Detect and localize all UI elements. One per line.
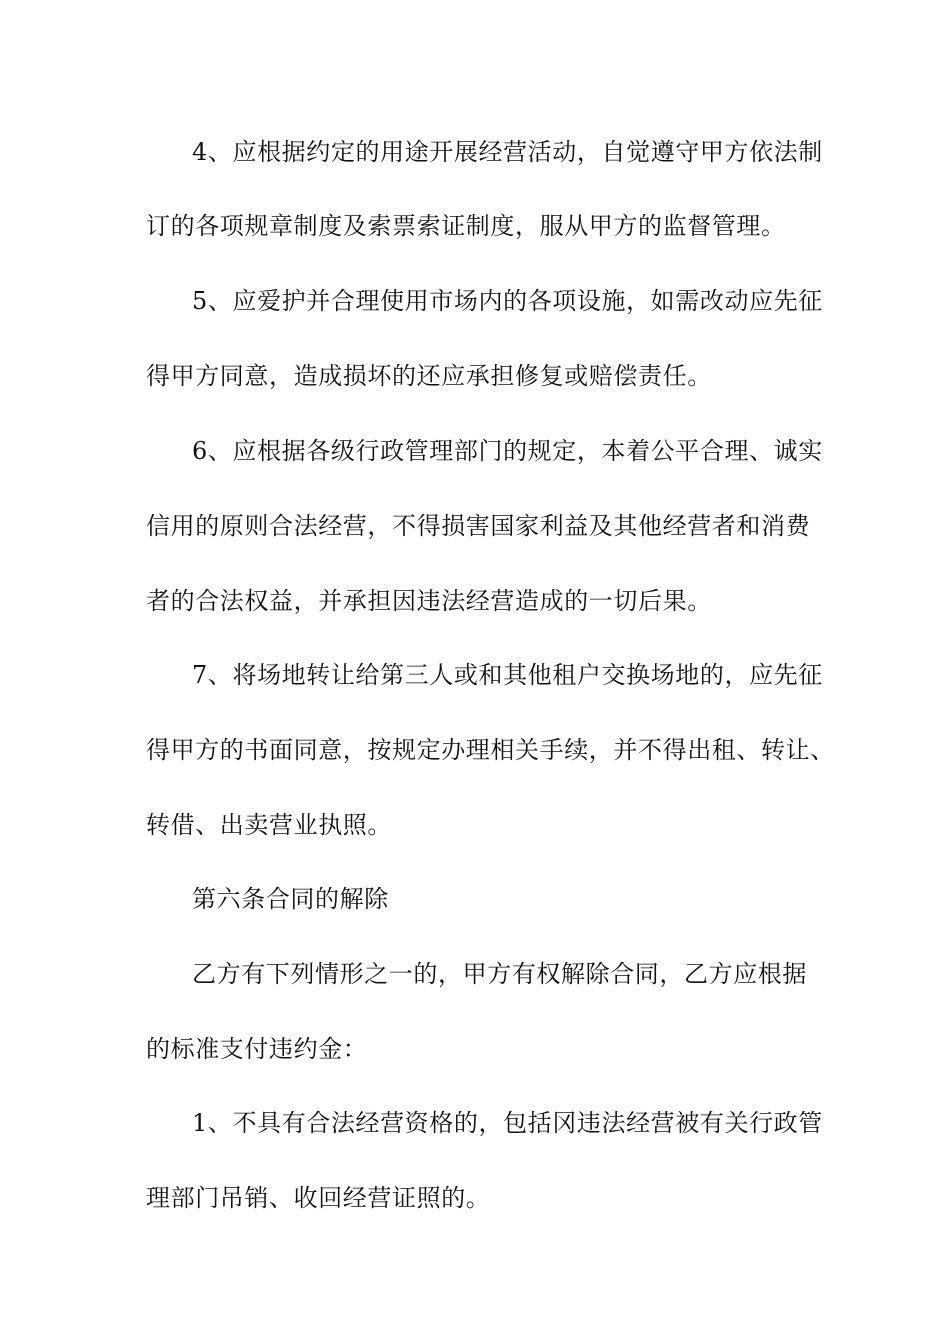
text-line-2: 订的各项规章制度及索票索证制度，服从甲方的监督管理。 xyxy=(146,212,786,240)
text-line-6: 信用的原则合法经营，不得损害国家利益及其他经营者和消费 xyxy=(146,512,811,540)
text-line-13: 的标准支付违约金： xyxy=(146,1035,368,1063)
text-line-3: 5、应爱护并合理使用市场内的各项设施，如需改动应先征 xyxy=(192,287,823,315)
text-line-14: 1、不具有合法经营资格的，包括冈违法经营被有关行政管 xyxy=(192,1109,823,1137)
text-line-5: 6、应根据各级行政管理部门的规定，本着公平合理、诚实 xyxy=(192,437,823,465)
text-line-4: 得甲方同意，造成损坏的还应承担修复或赔偿责任。 xyxy=(146,362,712,390)
text-line-15: 理部门吊销、收回经营证照的。 xyxy=(146,1184,491,1212)
section-heading: 第六条合同的解除 xyxy=(192,885,389,913)
text-line-7: 者的合法权益，并承担因违法经营造成的一切后果。 xyxy=(146,587,712,615)
text-line-8: 7、将场地转让给第三人或和其他租户交换场地的，应先征 xyxy=(192,661,823,689)
text-line-12: 乙方有下列情形之一的，甲方有权解除合同，乙方应根据 xyxy=(192,960,807,988)
text-line-10: 转借、出卖营业执照。 xyxy=(146,811,392,839)
text-line-1: 4、应根据约定的用途开展经营活动，自觉遵守甲方依法制 xyxy=(192,138,823,166)
text-line-9: 得甲方的书面同意，按规定办理相关手续，并不得出租、转让、 xyxy=(146,736,835,764)
